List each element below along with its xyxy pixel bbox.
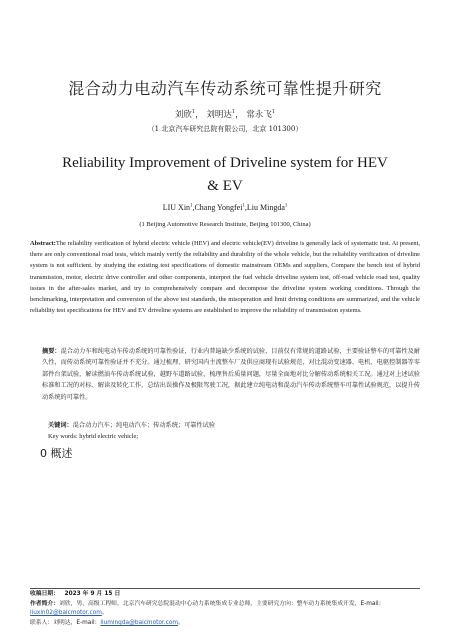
abstract-cn: [42, 346, 420, 403]
author-email-link[interactable]: liuxin02@baicmotor.com: [30, 610, 102, 617]
keywords-cn: [48, 420, 215, 429]
affiliation-en: (1 Beijing Automotive Research Institute, Beijing 101300, China): [139, 221, 311, 228]
title-en-line-1: Reliability Improvement of Driveline system for HEV: [62, 155, 388, 171]
footnote-divider: [30, 588, 420, 589]
author-1-cn: 刘欣: [174, 110, 192, 120]
keywords-cn-label: 关键词：: [48, 422, 73, 429]
received-value: 2023 年 9 月 15 日: [64, 591, 121, 597]
footnote-author: [30, 600, 422, 619]
title-en-line-2: & EV: [207, 178, 243, 194]
author-sep-1: ，: [195, 110, 204, 120]
section-heading: 0 概述: [40, 447, 73, 460]
author-1-en: LIU Xin: [162, 203, 191, 212]
authors-en: [0, 203, 450, 212]
author-2-en-sup: 1: [242, 203, 245, 209]
abstract-en-label: Abstract:: [30, 240, 56, 247]
author-sep-2: ，: [235, 110, 244, 120]
authors-cn: [0, 108, 450, 120]
author-1-en-sup: 1: [190, 203, 193, 209]
abstract-cn-label: 摘要：: [42, 348, 61, 355]
author-3-cn: 常永飞: [246, 110, 272, 120]
keywords-en-label: Key words:: [48, 433, 78, 440]
title-en: [40, 152, 410, 198]
keywords-cn-text: 混合动力汽车；纯电动汽车；传动系统；可靠性试验: [72, 422, 216, 429]
abstract-en: [30, 238, 420, 316]
author-2-cn: 刘明达: [206, 110, 232, 120]
author-2-en: ,Chang Yongfei: [192, 203, 243, 212]
footnotes: [30, 590, 422, 628]
author-bio-label: 作者简介：: [30, 600, 59, 607]
author-1-cn-sup: 1: [191, 109, 196, 116]
abstract-en-text: The reliability verification of hybrid electric vehicle (HEV) and electric vehicle(EV) driveline is generally lack of systematic test. At present, there are only conventional road tests, which mainly verify the reliability and durability of the whole vehicle, but the reliability verification of driveline system is not sufficient. by studying the existing test specifications of domestic mainstream OEMs and suppliers, Compare the bench test of hybrid transmission, motor, electric drive controller and other components, interpret the fuel vehicle driveline system test, off-road vehicle road test, quality issues in the after-sales market, and try to comprehensively compare and decompose the driveline system working conditions. Through the benchmarking, interpretation and conversion of the above test standards, the misoperation and limit driving conditions are summarized, and the vehicle reliability test specifications for HEV and EV driveline systems are established to improve the reliability of transmission systems.: [30, 240, 420, 315]
received-label: 收稿日期：: [30, 591, 59, 597]
footnote-received: [30, 590, 422, 600]
title-cn: 混合动力电动汽车传动系统可靠性提升研究: [68, 79, 382, 98]
contact-email-link[interactable]: liumingda@baicmotor.com: [100, 619, 179, 626]
contact-end: 。: [178, 619, 184, 626]
author-3-en-sup: 1: [284, 203, 288, 209]
footnote-contact: [30, 619, 422, 629]
affiliation-cn: （1 北京汽车研究总院有限公司，北京 101300）: [147, 125, 303, 133]
author-2-cn-sup: 1: [231, 109, 236, 116]
keywords-en-text: hybrid electric vehicle;: [77, 433, 139, 440]
author-3-en: ,Liu Mingda: [244, 203, 285, 212]
abstract-cn-text: 混合动力车和纯电动车传动系统的可靠性验证，行业内普遍缺少系统的试验，目前仅有常规的道路试验，主要验证整车的可靠性及耐久性，而传动系统可靠性验证并不充分。通过梳理、研究国内主流整车厂及供应商现有试验规范，对比混动变速器、电机、电驱控制器等零部件台架试验，解读燃油车传动系统试验，越野车道路试验，梳理售后质量问题，尽量全面地对比分解传动系统相关工况。通过对上述试验标准和工况的对标、解读及转化工作，总结出误操作及极限驾驶工况，据此建立纯电动和混动汽车传动系统整车可靠性试验规范，以提升传动系统的可靠性。: [42, 348, 420, 401]
contact-label: 联系人：刘明达，E-mail：: [30, 619, 101, 626]
author-bio-text: 刘欣，男，高级工程师，北京汽车研究总院混动中心动力系统集成专业总师，主要研究方向：整车动力系统集成开发，E-mail：: [59, 600, 385, 607]
keywords-en: [48, 433, 138, 440]
author-bio-end: 。: [101, 610, 108, 617]
author-3-cn-sup: 1: [271, 109, 276, 116]
